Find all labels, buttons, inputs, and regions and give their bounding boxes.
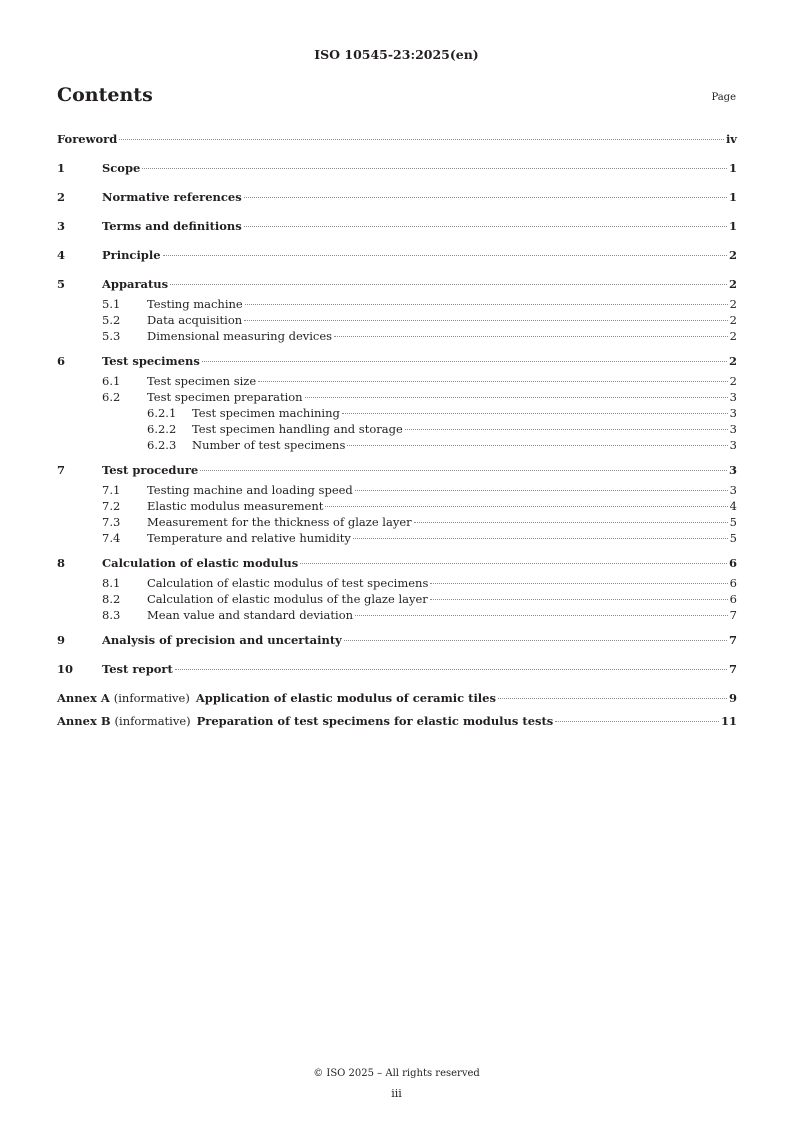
toc-entry-title: Testing machine [147,297,243,311]
annex-informative-label: (informative) [113,691,190,705]
toc-entry-title: Principle [102,248,161,262]
toc-entry-page: 1 [728,161,737,175]
toc-entry[interactable] [57,658,737,681]
toc-entry-title: Terms and definitions [102,219,242,233]
toc-entry-number: 7.1 [102,483,121,497]
toc-entry-page: 2 [728,248,737,262]
dot-leader [175,669,727,670]
toc-entry-page: 3 [729,438,737,452]
toc-entry-page: 3 [728,463,737,477]
toc-entry-number: 10 [57,662,74,676]
toc-annex-entry[interactable] [57,687,737,710]
toc-entry[interactable] [57,482,737,498]
toc-entry[interactable] [57,530,737,546]
toc-entry[interactable] [57,350,737,373]
toc-entry-title: Apparatus [102,277,169,291]
dot-leader [305,397,728,398]
toc-entry[interactable] [57,629,737,652]
dot-leader [163,255,727,256]
toc-entry-number: 6.2.3 [147,438,177,452]
toc-entry-page: 3 [729,406,737,420]
toc-entry-number: 8.3 [102,608,121,622]
toc-entry-title: Calculation of elastic modulus of test specimens [147,576,429,590]
toc-entry-page: 7 [728,633,737,647]
toc-entry-page: 3 [729,422,737,436]
toc-entry[interactable] [57,273,737,296]
toc-entry-title: Data acquisition [147,313,243,327]
annex-informative-label: (informative) [114,714,191,728]
page-column-label: Page [711,92,736,103]
toc-entry-page: 2 [729,313,737,327]
toc-entry[interactable] [57,296,737,312]
toc-entry[interactable] [57,405,737,421]
toc-entry[interactable] [57,575,737,591]
dot-leader [555,721,719,722]
toc-entry-title: Scope [102,161,141,175]
dot-leader [430,583,727,584]
toc-entry-title: Analysis of precision and uncertainty [102,633,342,647]
toc-entry-number: 6 [57,354,66,368]
toc-entry-number: 1 [57,161,66,175]
toc-entry-page: 3 [729,483,737,497]
toc-entry-title: Foreword [57,132,118,146]
toc-entry-number: 9 [57,633,66,647]
toc-entry[interactable] [57,244,737,267]
toc-entry-number: 5 [57,277,66,291]
toc-entry-page: 2 [728,277,737,291]
toc-entry-page: 2 [729,329,737,343]
dot-leader [258,381,728,382]
toc-entry-title: Mean value and standard deviation [147,608,354,622]
document-id-header: ISO 10545-23:2025(en) [314,47,479,62]
toc-entry[interactable] [57,157,737,180]
toc-entry-title: Number of test specimens [192,438,346,452]
toc-entry[interactable] [57,215,737,238]
dot-leader [244,320,728,321]
toc-entry-number: 7.4 [102,531,121,545]
toc-entry-title: Test report [102,662,173,676]
toc-entry-page: 2 [728,354,737,368]
annex-page: 11 [720,714,737,728]
toc-entry-number: 8 [57,556,66,570]
dot-leader [142,168,727,169]
dot-leader [170,284,727,285]
dot-leader [325,506,727,507]
toc-entry-page: 6 [728,556,737,570]
toc-entry-page: 2 [729,374,737,388]
toc-entry-title: Elastic modulus measurement [147,499,324,513]
toc-entry-title: Test specimen size [147,374,257,388]
contents-title: Contents [57,84,153,106]
toc-entry-title: Test specimen preparation [147,390,303,404]
toc-entry-title: Temperature and relative humidity [147,531,351,545]
copyright-notice: © ISO 2025 – All rights reserved [313,1068,480,1079]
dot-leader [119,139,724,140]
dot-leader [244,226,727,227]
toc-entry-number: 5.1 [102,297,121,311]
toc-entry-page: 4 [729,499,737,513]
toc-entry-number: 7 [57,463,66,477]
toc-entry-number: 6.1 [102,374,121,388]
dot-leader [300,563,727,564]
toc-entry-title: Test specimen machining [192,406,340,420]
toc-entry-number: 2 [57,190,66,204]
dot-leader [334,336,728,337]
toc-entry-title: Normative references [102,190,242,204]
toc-entry-number: 6.2.2 [147,422,177,436]
dot-leader [498,698,727,699]
dot-leader [353,538,728,539]
toc-entry-number: 6.2.1 [147,406,177,420]
toc-entry[interactable] [57,389,737,405]
toc-entry-page: 7 [729,608,737,622]
toc-entry-page: 1 [728,190,737,204]
toc-entry[interactable] [57,607,737,623]
toc-entry[interactable] [57,186,737,209]
dot-leader [405,429,728,430]
dot-leader [200,470,727,471]
toc-entry-number: 7.3 [102,515,121,529]
annex-title: Application of elastic modulus of ceramic tiles [195,691,496,705]
toc-entry[interactable] [57,498,737,514]
toc-entry-number: 5.2 [102,313,121,327]
toc-entry-number: 6.2 [102,390,121,404]
toc-entry-title: Calculation of elastic modulus of the glaze layer [147,592,428,606]
table-of-contents [57,128,737,733]
toc-entry-page: 3 [729,390,737,404]
toc-entry[interactable] [57,312,737,328]
toc-entry[interactable] [57,128,737,151]
toc-entry-page: 6 [729,592,737,606]
toc-entry[interactable] [57,328,737,344]
dot-leader [430,599,728,600]
annex-id: Annex B [57,714,111,728]
toc-entry[interactable] [57,421,737,437]
toc-entry-page: 2 [729,297,737,311]
toc-entry-number: 4 [57,248,66,262]
dot-leader [245,304,728,305]
toc-entry-title: Test specimen handling and storage [192,422,403,436]
toc-entry[interactable] [57,437,737,453]
toc-entry-page: iv [725,132,737,146]
dot-leader [342,413,728,414]
dot-leader [355,490,728,491]
dot-leader [202,361,727,362]
toc-entry-page: 7 [728,662,737,676]
toc-entry-title: Test specimens [102,354,200,368]
dot-leader [244,197,727,198]
annex-title: Preparation of test specimens for elastic modulus tests [196,714,554,728]
toc-entry-page: 6 [729,576,737,590]
toc-entry-page: 1 [728,219,737,233]
toc-entry[interactable] [57,591,737,607]
toc-entry[interactable] [57,459,737,482]
toc-entry-number: 3 [57,219,66,233]
toc-entry-number: 8.2 [102,592,121,606]
toc-entry[interactable] [57,514,737,530]
toc-entry-title: Test procedure [102,463,199,477]
toc-entry-number: 8.1 [102,576,121,590]
toc-entry-title: Dimensional measuring devices [147,329,333,343]
toc-entry-title: Calculation of elastic modulus [102,556,299,570]
dot-leader [414,522,728,523]
toc-entry-number: 7.2 [102,499,121,513]
toc-entry-page: 5 [729,515,737,529]
dot-leader [347,445,727,446]
dot-leader [344,640,727,641]
toc-annex-entry[interactable] [57,710,737,733]
toc-entry-number: 5.3 [102,329,121,343]
annex-page: 9 [728,691,737,705]
toc-entry[interactable] [57,373,737,389]
page-number: iii [391,1087,402,1100]
toc-entry[interactable] [57,552,737,575]
toc-entry-title: Testing machine and loading speed [147,483,353,497]
dot-leader [355,615,728,616]
toc-entry-page: 5 [729,531,737,545]
toc-entry-title: Measurement for the thickness of glaze layer [147,515,412,529]
annex-id: Annex A [57,691,110,705]
